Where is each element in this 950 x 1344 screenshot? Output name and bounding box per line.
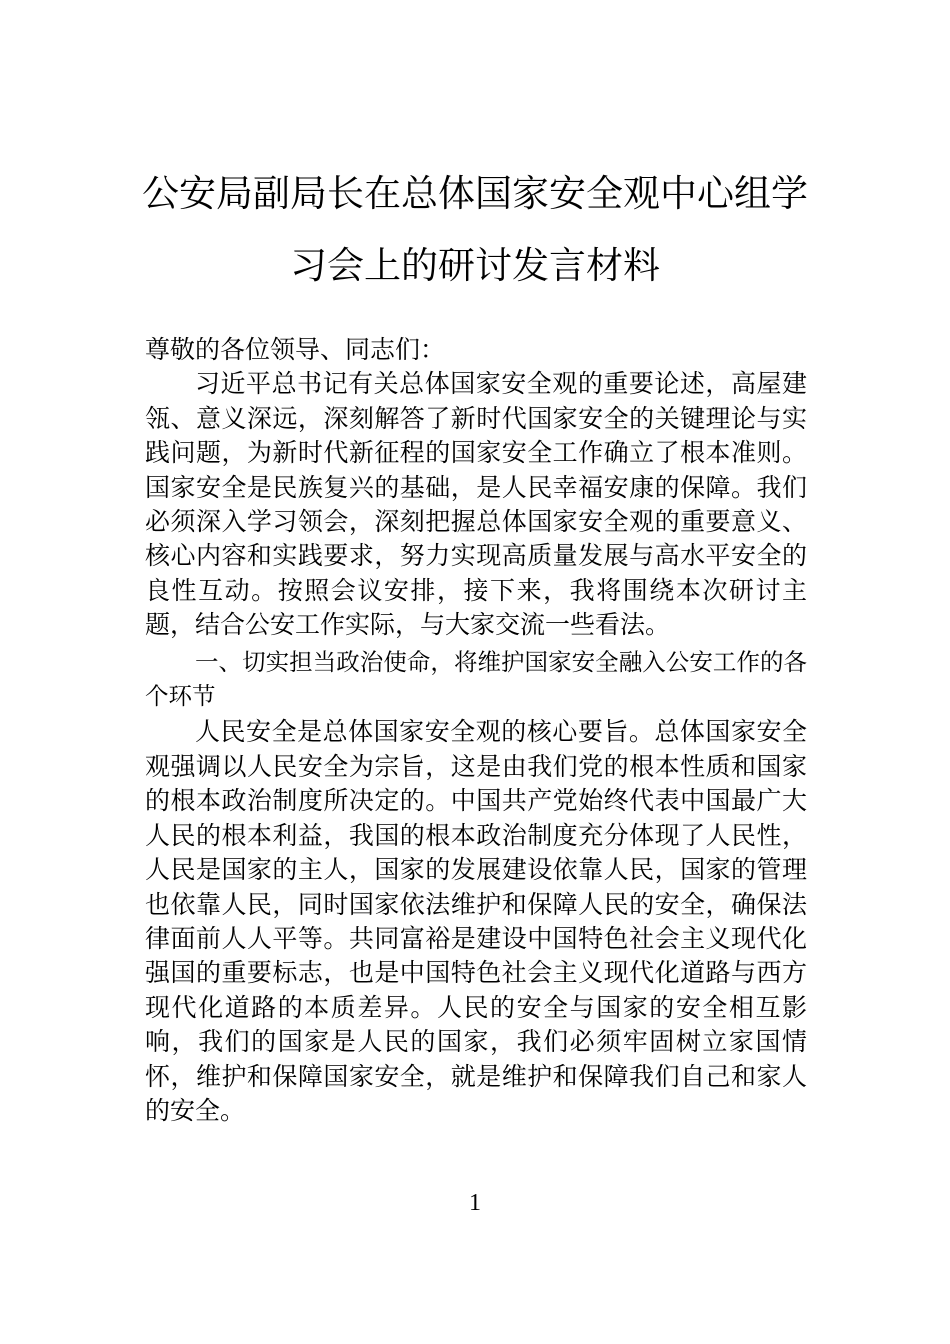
- document-body: [145, 333, 807, 1128]
- document-title-line-1: 公安局副局长在总体国家安全观中心组学: [142, 172, 808, 215]
- page-number: 1: [469, 1190, 481, 1216]
- section-heading: 一、切实担当政治使命，将维护国家安全融入公安工作的各个环节: [145, 647, 807, 711]
- section-paragraph: 人民安全是总体国家安全观的核心要旨。总体国家安全观强调以人民安全为宗旨，这是由我们党的根本性质和国家的根本政治制度所决定的。中国共产党始终代表中国最广大人民的根本利益，我国的根本政治制度充分体现了人民性，人民是国家的主人，国家的发展建设依靠人民，国家的管理也依靠人民，同时国家依法维护和保障人民的安全，确保法律面前人人平等。共同富裕是建设中国特色社会主义现代化强国的重要标志，也是中国特色社会主义现代化道路与西方现代化道路的本质差异。人民的安全与国家的安全相互影响，我们的国家是人民的国家，我们必须牢固树立家国情怀，维护和保障国家安全，就是维护和保障我们自己和家人的安全。: [145, 717, 807, 1125]
- salutation: 尊敬的各位领导、同志们：: [145, 335, 446, 364]
- intro-paragraph: 习近平总书记有关总体国家安全观的重要论述，高屋建瓴、意义深远，深刻解答了新时代国家安全的关键理论与实践问题，为新时代新征程的国家安全工作确立了根本准则。国家安全是民族复兴的基础，是人民幸福安康的保障。我们必须深入学习领会，深刻把握总体国家安全观的重要意义、核心内容和实践要求，努力实现高质量发展与高水平安全的良性互动。按照会议安排，接下来，我将围绕本次研讨主题，结合公安工作实际，与大家交流一些看法。: [145, 369, 807, 640]
- document-title-line-2: 习会上的研讨发言材料: [290, 244, 660, 287]
